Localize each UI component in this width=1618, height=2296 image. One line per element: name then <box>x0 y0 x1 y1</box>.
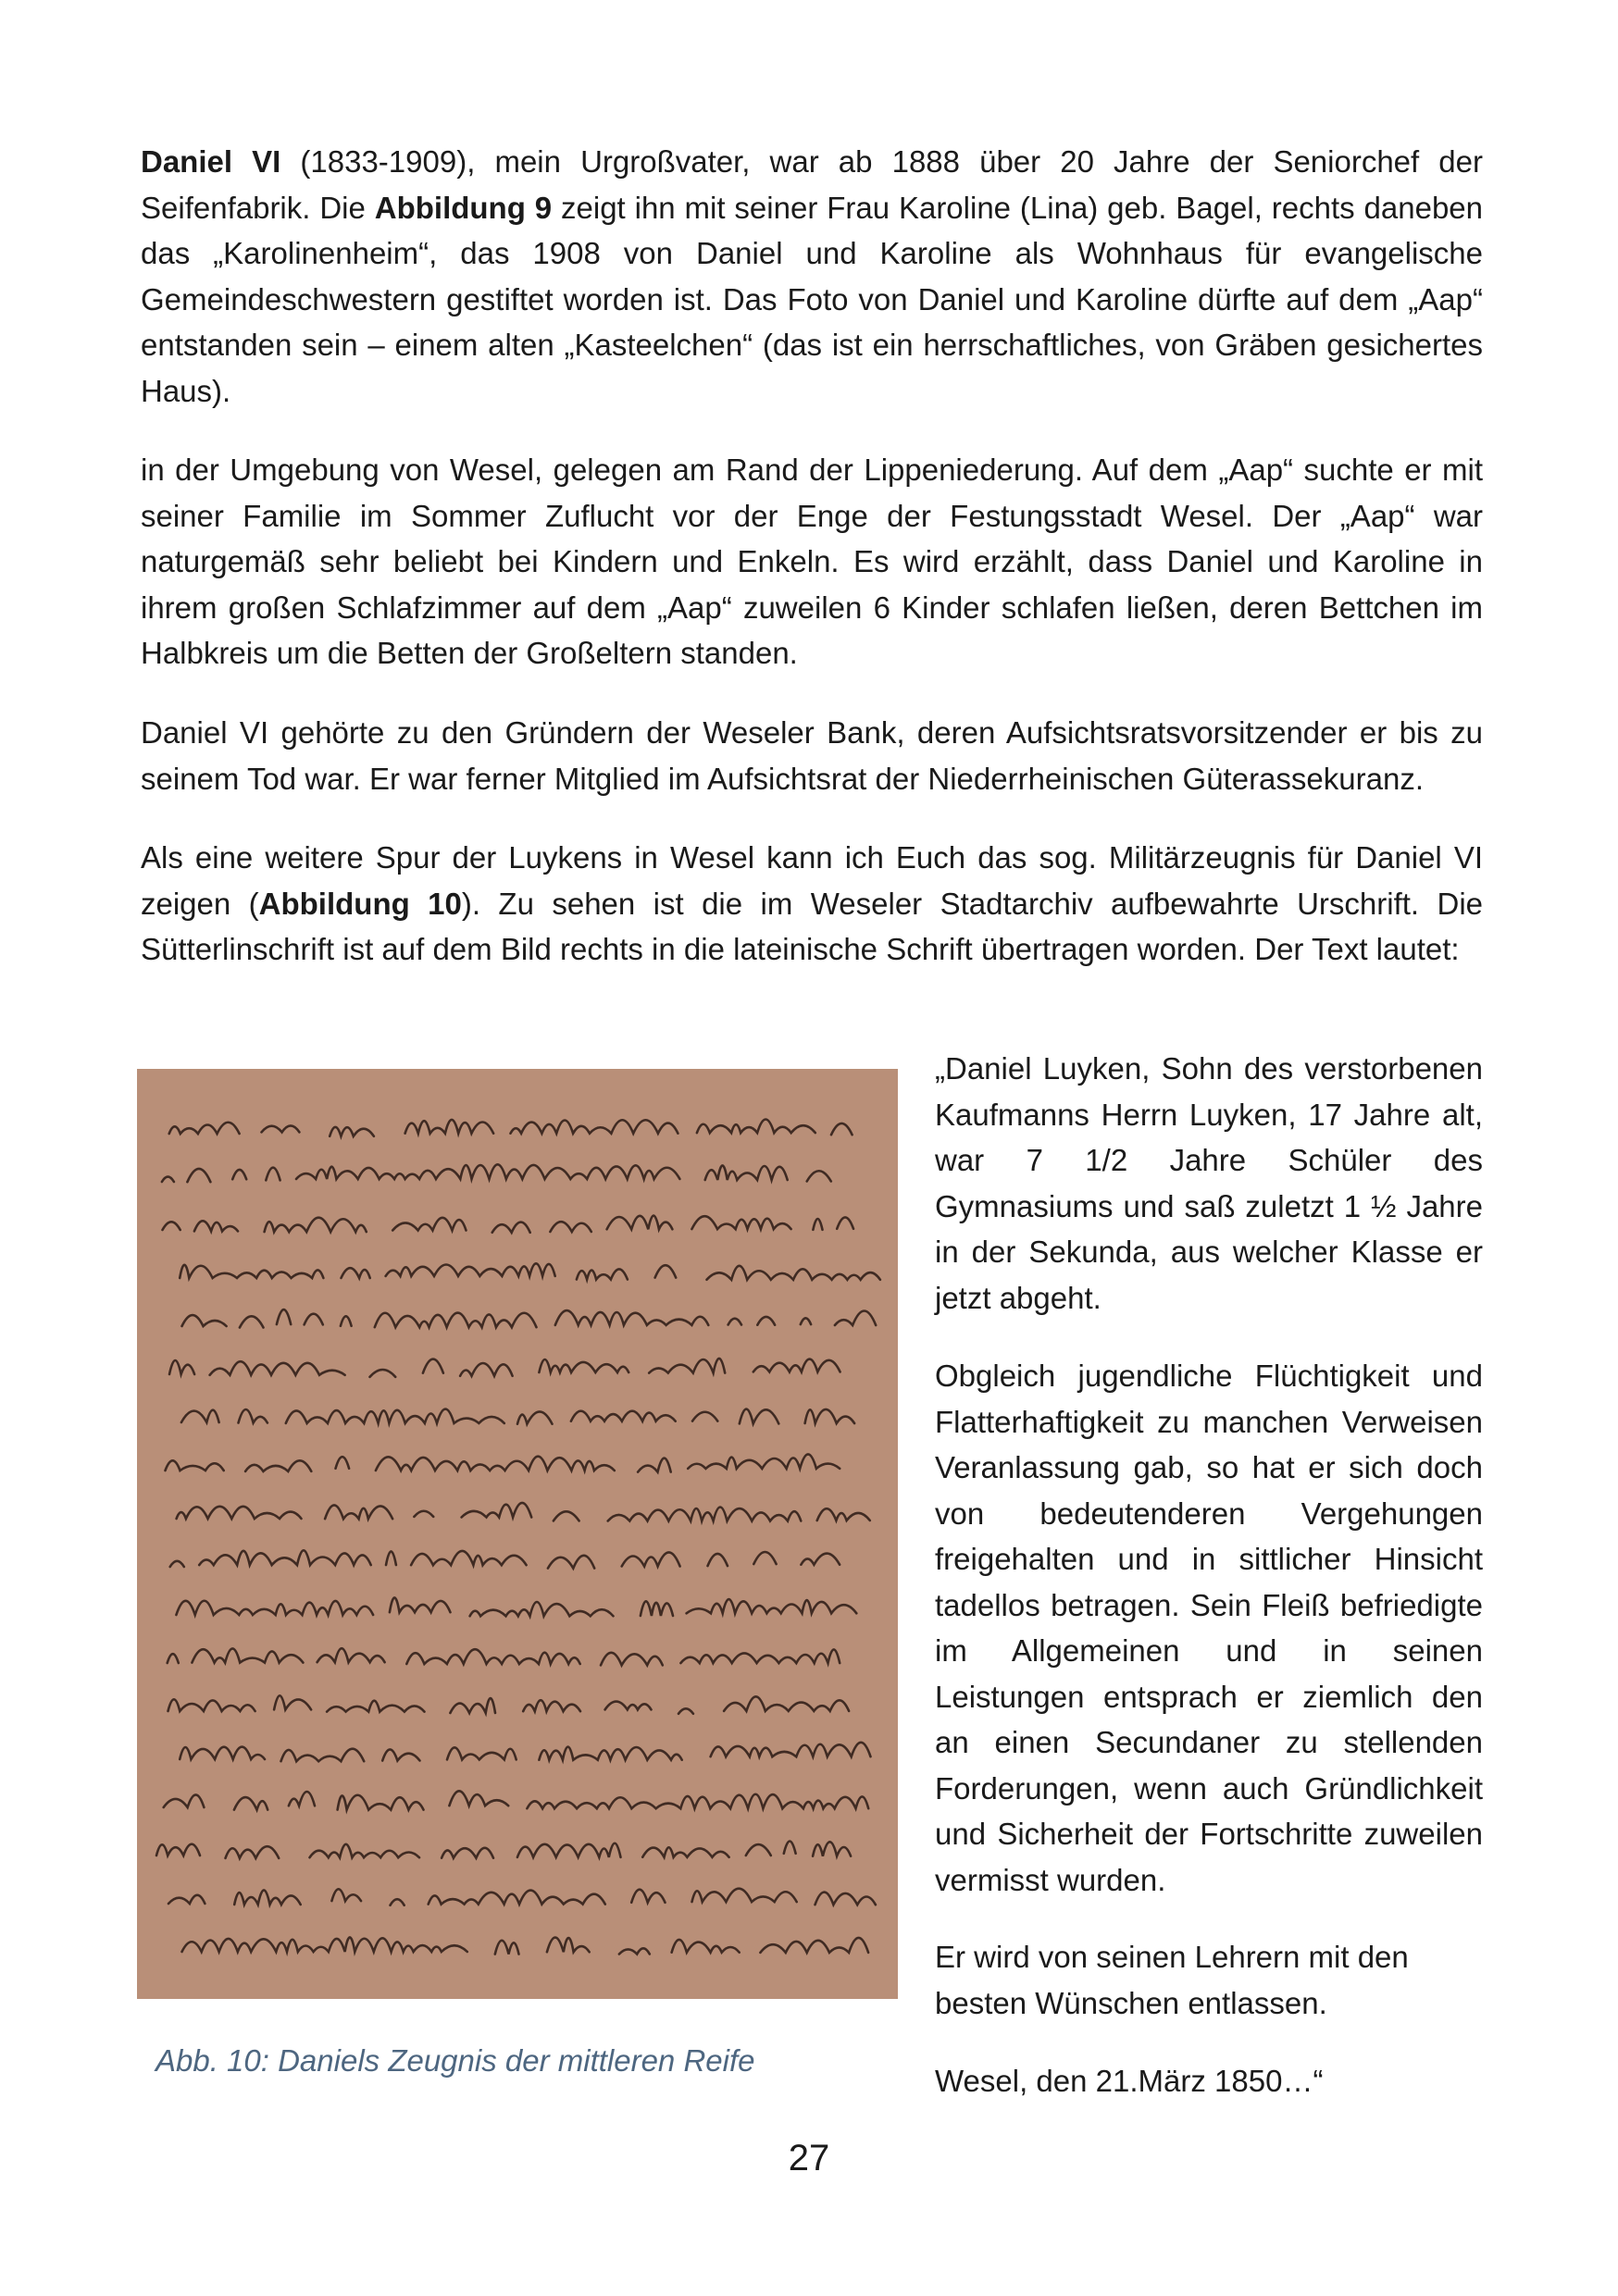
transcription-closing: Wesel, den 21.März 1850…“ <box>935 2064 1324 2098</box>
intro-lead: (1833-1909), mein Urgroßvater, war ab 1888 über 20 Jahre der Seniorchef der Seifenfabrik. Die <box>141 144 1483 225</box>
name-daniel-vi: Daniel VI <box>141 144 281 179</box>
transcription-paragraph-2: Obgleich jugendliche Flüchtigkeit und Flatterhaftigkeit zu manchen Verweisen Veranlassung gab, so hat er sich doch von bedeutenderen Vergehungen freigehalten und in sittlicher Hinsicht tadellos betragen. Sein Fleiß befriedigte im Allgemeinen und in seinen Leistungen entsprach er ziemlich den an einen Secundaner zu stellenden Forderungen, wenn auch Gründlichkeit und Sicherheit der Fortschritte zuweilen vermisst wurden. <box>935 1359 1483 1897</box>
certificate-image <box>137 1069 898 1999</box>
p4-rest: ). Zu sehen ist die im Weseler Stadtarchiv aufbewahrte Urschrift. Die Sütterlinschrift ist auf dem Bild rechts in die lateinische Schrift übertragen worden. Der Text lautet: <box>141 886 1483 966</box>
p4-lead: Als eine weitere Spur der Luykens in Wesel kann ich Euch das sog. Militärzeugnis für Daniel VI zeigen ( <box>141 840 1483 921</box>
paragraph-militaerzeugnis <box>141 835 1483 973</box>
figure-9-reference: Abbildung 9 <box>374 190 553 225</box>
handwritten-certificate-script <box>137 1069 898 1999</box>
intro-rest: zeigt ihn mit seiner Frau Karoline (Lina) geb. Bagel, rechts daneben das „Karolinenheim“, das 1908 von Daniel und Karoline als Wohnhaus für evangelische Gemeindeschwestern gestiftet worden ist. Das Foto von Daniel und Karoline dürfte auf dem „Aap“ entstanden sein – einem alten „Kasteelchen“ (das ist ein herrschaftliches, von Gräben gesichertes Haus). <box>141 190 1484 408</box>
paragraph-daniel-vi <box>141 139 1483 414</box>
transcription-paragraph-3: Er wird von seinen Lehrern mit den besten Wünschen entlassen. <box>935 1940 1409 2020</box>
paper-background <box>137 1069 898 1999</box>
transcription-paragraph-1: „Daniel Luyken, Sohn des verstorbenen Kaufmanns Herrn Luyken, 17 Jahre alt, war 7 1/2 Jahre Schüler des Gymnasiums und saß zuletzt 1 ½ Jahre in der Sekunda, aus welcher Klasse er jetzt abgeht. <box>935 1051 1483 1315</box>
figure-10-reference: Abbildung 10 <box>258 886 462 921</box>
page-number: 27 <box>788 2138 830 2178</box>
paragraph-aap: in der Umgebung von Wesel, gelegen am Rand der Lippeniederung. Auf dem „Aap“ suchte er mit seiner Familie im Sommer Zuflucht vor der Enge der Festungsstadt Wesel. Der „Aap“ war naturgemäß sehr beliebt bei Kindern und Enkeln. Es wird erzählt, dass Daniel und Karoline in ihrem großen Schlafzimmer auf dem „Aap“ zuweilen 6 Kinder schlafen ließen, deren Bettchen im Halbkreis um die Betten der Großeltern standen. <box>141 453 1483 670</box>
figure-caption: Abb. 10: Daniels Zeugnis der mittleren Reife <box>156 2043 755 2078</box>
paragraph-weseler-bank: Daniel VI gehörte zu den Gründern der Weseler Bank, deren Aufsichtsratsvorsitzender er bis zu seinem Tod war. Er war ferner Mitglied im Aufsichtsrat der Niederrheinischen Güterassekuranz. <box>141 715 1483 796</box>
